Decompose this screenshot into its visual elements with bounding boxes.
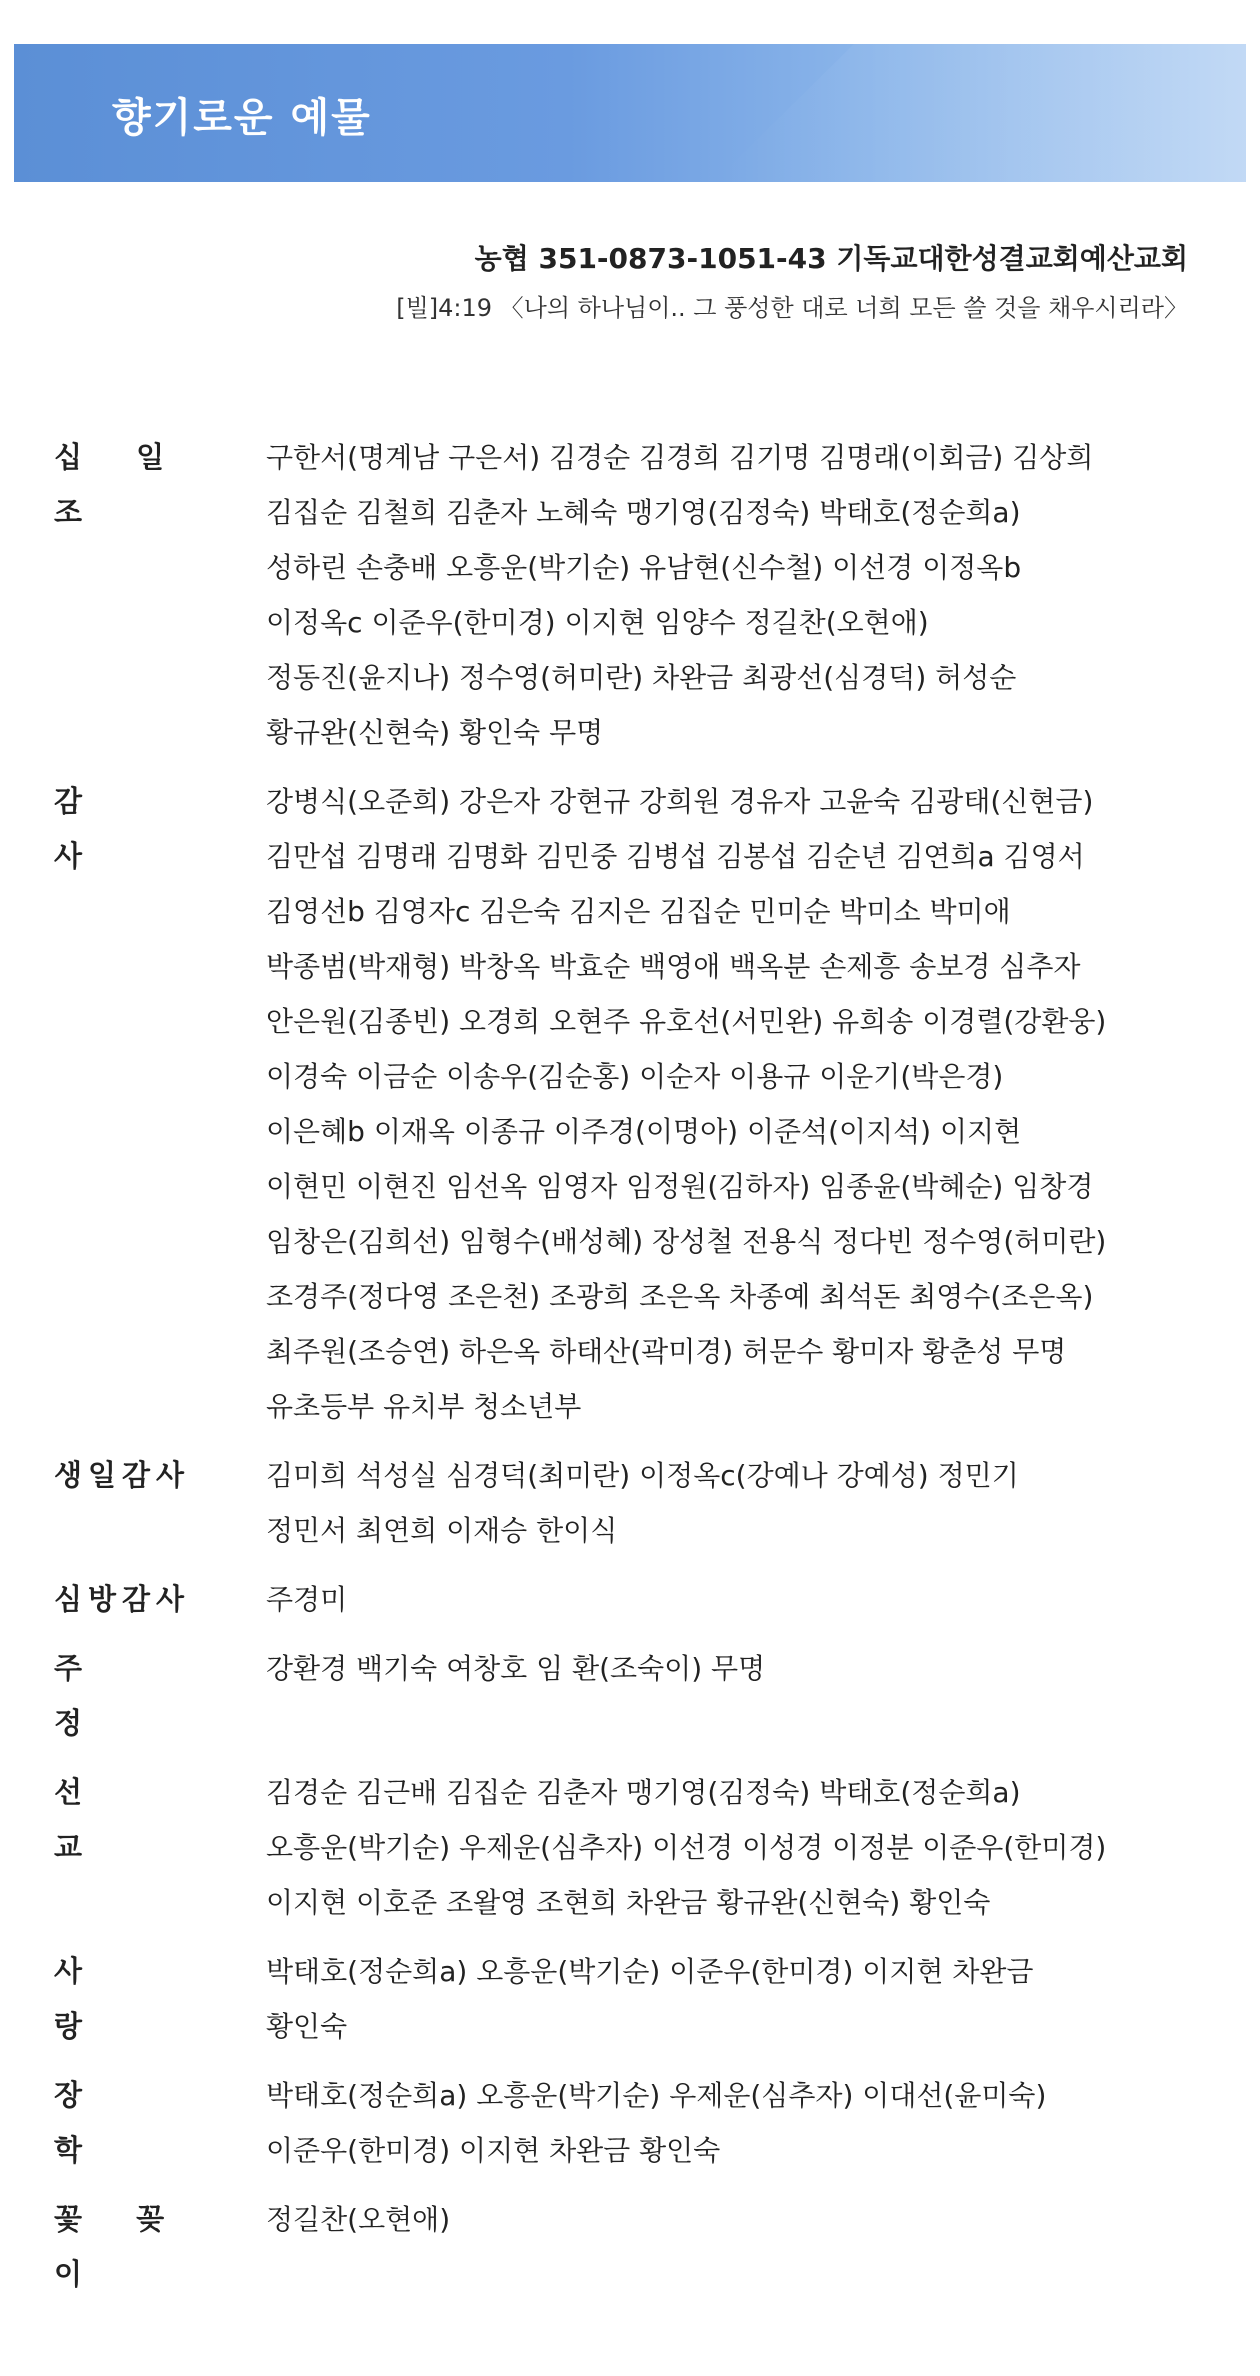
- section-names: [266, 1765, 1204, 1930]
- name-line: 이지현 이호준 조왈영 조현희 차완금 황규완(신현숙) 황인숙: [266, 1886, 991, 1919]
- section-names: [266, 774, 1204, 1434]
- section-label: 장 학: [54, 2078, 161, 2167]
- name-line: 김경순 김근배 김집순 김춘자 맹기영(김정숙) 박태호(정순희a): [266, 1776, 1021, 1809]
- name-line: 박태호(정순희a) 오흥운(박기순) 우제운(심추자) 이대선(윤미숙): [266, 2079, 1047, 2112]
- name-line: 최주원(조승연) 하은옥 하태산(곽미경) 허문수 황미자 황춘성 무명: [266, 1335, 1067, 1368]
- name-line: 김만섭 김명래 김명화 김민중 김병섭 김봉섭 김순년 김연희a 김영서: [266, 840, 1085, 873]
- name-line: 강환경 백기숙 여창호 임 환(조숙이) 무명: [266, 1652, 766, 1685]
- section-names: [266, 1572, 1204, 1627]
- name-line: 이정옥c 이준우(한미경) 이지현 임양수 정길찬(오현애): [266, 606, 929, 639]
- section-tithe: [54, 430, 1204, 760]
- section-label: 사 랑: [54, 1954, 161, 2043]
- section-scholarship: [54, 2068, 1204, 2178]
- name-line: 정길찬(오현애): [266, 2203, 451, 2236]
- section-names: [266, 430, 1204, 760]
- name-line: 박종범(박재형) 박창옥 박효순 백영애 백옥분 손제흥 송보경 심추자: [266, 950, 1081, 983]
- bank-account-info: 농협 351-0873-1051-43 기독교대한성결교회예산교회: [474, 242, 1188, 275]
- name-line: 이준우(한미경) 이지현 차완금 황인숙: [266, 2134, 721, 2167]
- section-names: [266, 2192, 1204, 2247]
- name-line: 조경주(정다영 조은천) 조광희 조은옥 차종예 최석돈 최영수(조은옥): [266, 1280, 1094, 1313]
- section-love: [54, 1944, 1204, 2054]
- name-line: 황규완(신현숙) 황인숙 무명: [266, 716, 604, 749]
- name-line: 김집순 김철희 김춘자 노혜숙 맹기영(김정숙) 박태호(정순희a): [266, 496, 1021, 529]
- section-thanks: [54, 774, 1204, 1434]
- header-banner: [14, 44, 1246, 182]
- section-mission: [54, 1765, 1204, 1930]
- section-names: [266, 1641, 1204, 1696]
- name-line: 황인숙: [266, 2010, 348, 2043]
- name-line: 정민서 최연희 이재승 한이식: [266, 1514, 618, 1547]
- bible-verse: [빌]4:19 〈나의 하나님이.. 그 풍성한 대로 너희 모든 쓸 것을 채우시리라〉: [396, 294, 1188, 322]
- section-names: [266, 1448, 1204, 1558]
- section-label: 심방감사: [54, 1582, 191, 1616]
- name-line: 강병식(오준희) 강은자 강현규 강희원 경유자 고윤숙 김광태(신현금): [266, 785, 1094, 818]
- name-line: 이경숙 이금순 이송우(김순홍) 이순자 이용규 이운기(박은경): [266, 1060, 1004, 1093]
- name-line: 이현민 이현진 임선옥 임영자 임정원(김하자) 임종윤(박혜순) 임창경: [266, 1170, 1094, 1203]
- name-line: 오흥운(박기순) 우제운(심추자) 이선경 이성경 이정분 이준우(한미경): [266, 1831, 1107, 1864]
- section-label: 감 사: [54, 784, 161, 873]
- name-line: 유초등부 유치부 청소년부: [266, 1390, 582, 1423]
- section-flowers: [54, 2192, 1204, 2302]
- name-line: 안은원(김종빈) 오경희 오현주 유호선(서민완) 유희송 이경렬(강환웅): [266, 1005, 1107, 1038]
- name-line: 김미희 석성실 심경덕(최미란) 이정옥c(강예나 강예성) 정민기: [266, 1459, 1019, 1492]
- offerings-list: [54, 430, 1204, 2316]
- section-label: 선 교: [54, 1775, 161, 1864]
- section-label: 생일감사: [54, 1458, 191, 1492]
- name-line: 구한서(명계남 구은서) 김경순 김경희 김기명 김명래(이회금) 김상희: [266, 441, 1094, 474]
- section-weekly: [54, 1641, 1204, 1751]
- section-names: [266, 2068, 1204, 2178]
- name-line: 이은혜b 이재옥 이종규 이주경(이명아) 이준석(이지석) 이지현: [266, 1115, 1022, 1148]
- page-title: 향기로운 예물: [112, 95, 372, 141]
- section-label: 주 정: [54, 1651, 161, 1740]
- banner-decoration: [714, 44, 1246, 182]
- name-line: 임창은(김희선) 임형수(배성혜) 장성철 전용식 정다빈 정수영(허미란): [266, 1225, 1107, 1258]
- section-visit-thanks: [54, 1572, 1204, 1627]
- section-label: 꽃 꽂 이: [54, 2202, 187, 2291]
- name-line: 김영선b 김영자c 김은숙 김지은 김집순 민미순 박미소 박미애: [266, 895, 1011, 928]
- name-line: 정동진(윤지나) 정수영(허미란) 차완금 최광선(심경덕) 허성순: [266, 661, 1017, 694]
- name-line: 성하린 손충배 오흥운(박기순) 유남현(신수철) 이선경 이정옥b: [266, 551, 1022, 584]
- name-line: 박태호(정순희a) 오흥운(박기순) 이준우(한미경) 이지현 차완금: [266, 1955, 1034, 1988]
- section-names: [266, 1944, 1204, 2054]
- section-label: 십 일 조: [54, 440, 187, 529]
- name-line: 주경미: [266, 1583, 348, 1616]
- section-birthday-thanks: [54, 1448, 1204, 1558]
